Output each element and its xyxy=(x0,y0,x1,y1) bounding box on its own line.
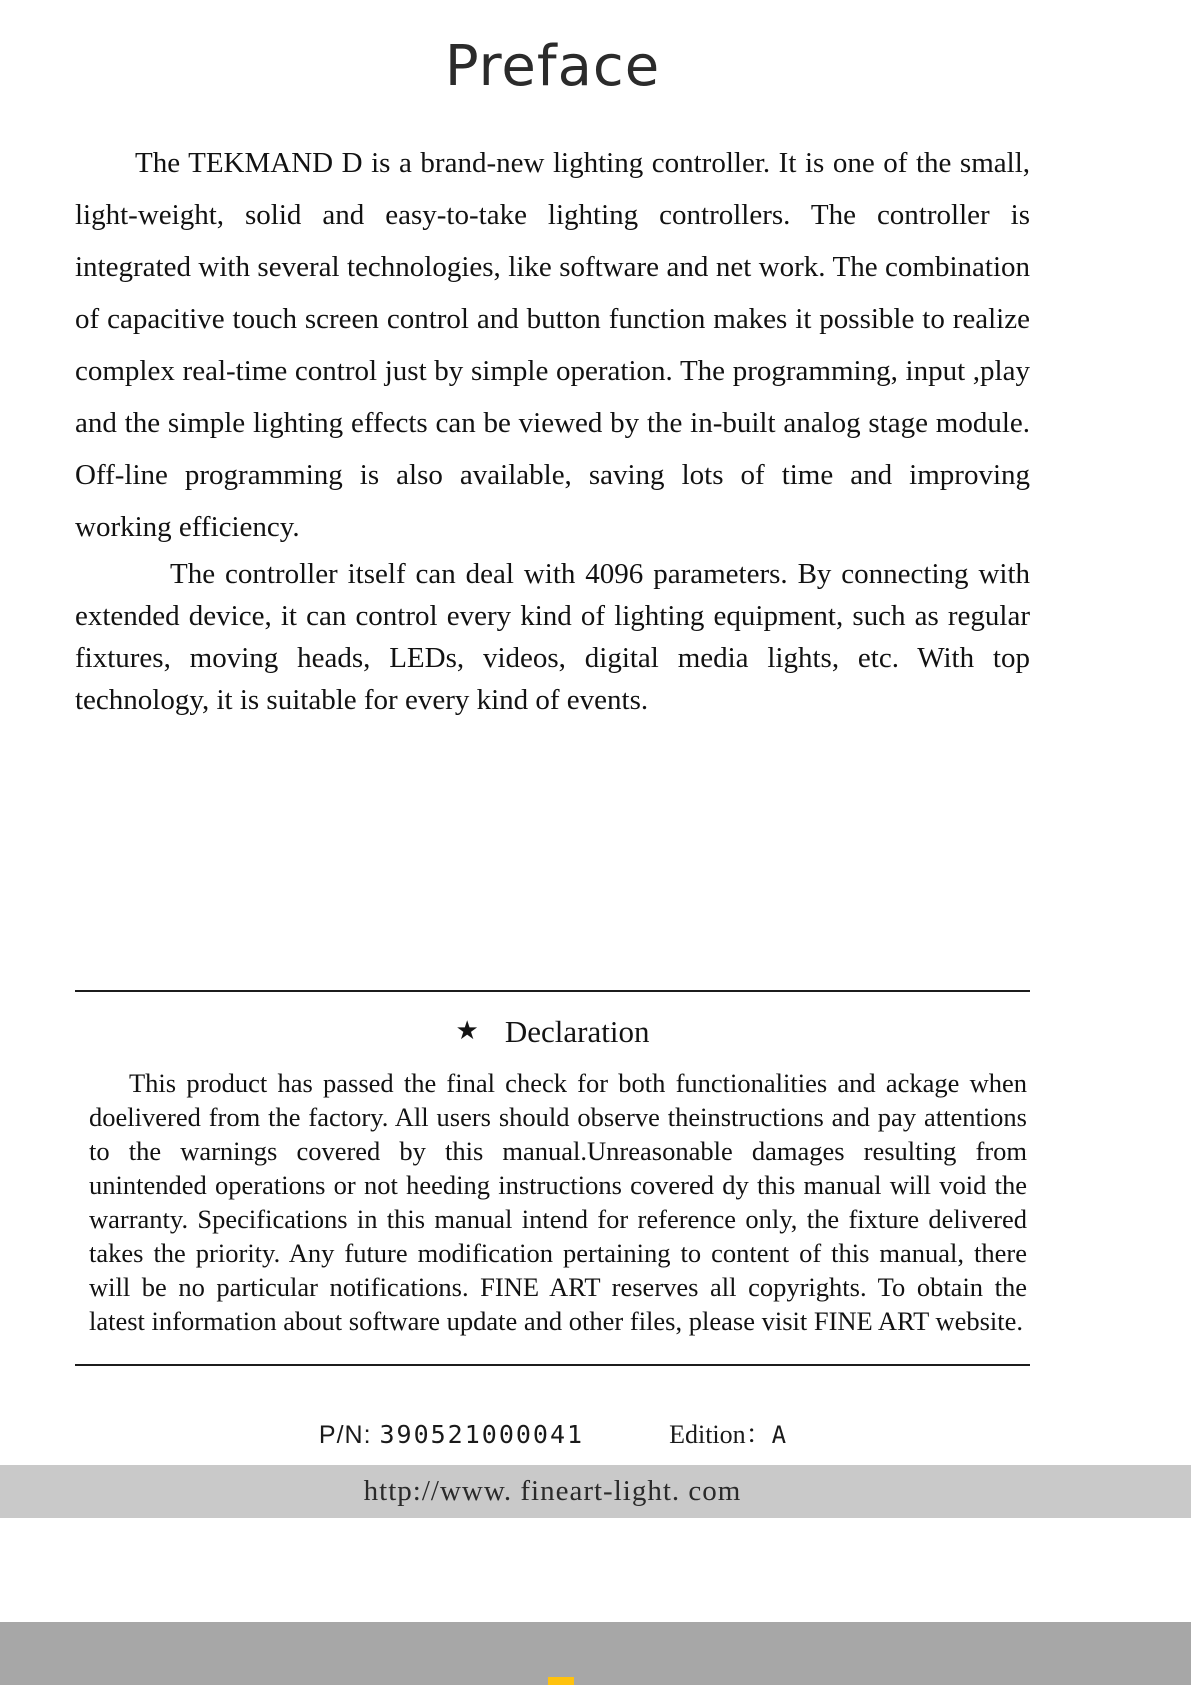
star-icon: ★ xyxy=(455,1016,479,1045)
bottom-gray-bar xyxy=(0,1622,1191,1685)
edition xyxy=(669,1414,786,1451)
edition-label: Edition： xyxy=(669,1420,772,1449)
website-bar xyxy=(0,1465,1191,1518)
page-title: Preface xyxy=(444,34,661,99)
declaration-text: This product has passed the final check for both functionalities and ackage when doelivered from the factory. All users should observe theinstructions and pay attentions to the warnings covered by this manual.Unreasonable damages resulting from unintended operations or not heeding instructions covered dy this manual will void the warranty. Specifications in this manual intend for reference only, the fixture delivered takes the priority. Any future modification pertaining to content of this manual, there will be no particular notifications. FINE ART reserves all copyrights. To obtain the latest information about software update and other files, please visit FINE ART website. xyxy=(89,1068,1027,1336)
declaration-section xyxy=(75,990,1030,1366)
intro-paragraph-1: The TEKMAND D is a brand-new lighting controller. It is one of the small, light-weight, solid and easy-to-take lighting controllers. The controller is integrated with several technologies, like software and net work. The combination of capacitive touch screen control and button function makes it possible to realize complex real-time control just by simple operation. The programming, input ,play and the simple lighting effects can be viewed by the in-built analog stage module. Off-line programming is also available, saving lots of time and improving working efficiency. xyxy=(75,147,1030,543)
pn-label: P/N: xyxy=(318,1421,372,1449)
pn-value: 390521000041 xyxy=(379,1420,585,1449)
divider-bottom xyxy=(75,1364,1030,1366)
declaration-title: Declaration xyxy=(504,1014,650,1049)
page-content xyxy=(75,0,1030,721)
yellow-page-marker xyxy=(548,1677,574,1685)
intro-paragraph-2: The controller itself can deal with 4096 parameters. By connecting with extended device, it can control every kind of lighting equipment, such as regular fixtures, moving heads, LEDs, videos, digital media lights, etc. With top technology, it is suitable for every kind of events. xyxy=(75,558,1030,716)
edition-value: A xyxy=(771,1421,787,1449)
part-number-line xyxy=(75,1414,1030,1451)
divider-top xyxy=(75,990,1030,992)
part-number xyxy=(319,1420,584,1450)
declaration-heading xyxy=(75,1014,1030,1050)
website-url: http://www. fineart-light. com xyxy=(363,1475,742,1507)
